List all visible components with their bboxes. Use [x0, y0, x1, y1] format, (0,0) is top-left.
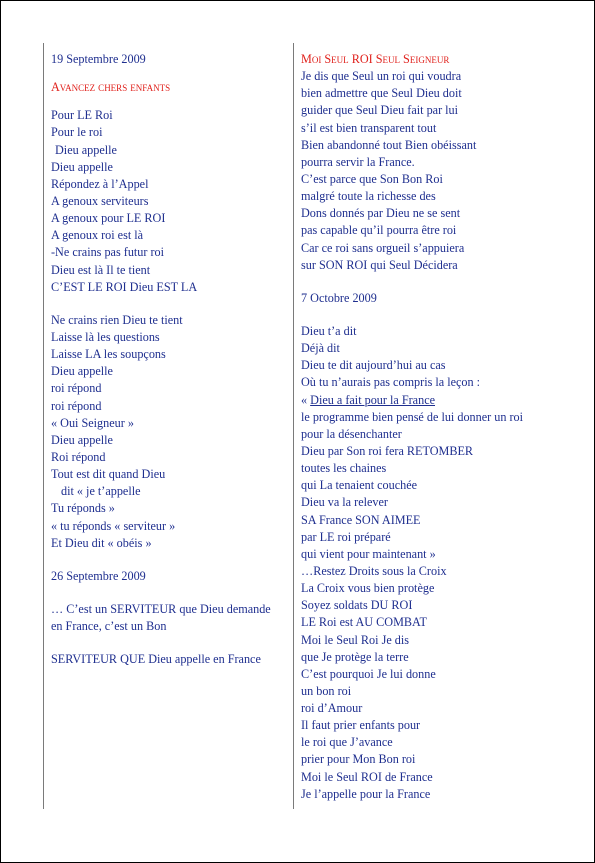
verse-line: A genoux pour LE ROI [51, 211, 166, 226]
verse-line: toutes les chaines [301, 461, 387, 476]
verse-line: Laisse là les questions [51, 329, 160, 344]
verse-line: Je dis que Seul un roi qui voudra [301, 69, 462, 84]
column-divider-rule [293, 43, 294, 809]
verse-line: malgré toute la richesse des [301, 189, 436, 204]
verse-line: Dieu va la relever [301, 495, 388, 510]
prose-line: … C’est un SERVITEUR que Dieu demande [51, 601, 271, 616]
verse-line: La Croix vous bien protège [301, 581, 435, 596]
verse-line: roi répond [51, 381, 102, 396]
verse-line: le programme bien pensé de lui donner un roi [301, 409, 524, 424]
verse-line: le roi que J’avance [301, 735, 393, 750]
verse-line: qui La tenaient couchée [301, 478, 418, 493]
verse-line: bien admettre que Seul Dieu doit [301, 86, 462, 101]
verse-line: roi répond [51, 398, 102, 413]
poem-stanza-2 [51, 312, 287, 552]
left-margin-rule [43, 43, 44, 809]
prose-paragraph [51, 601, 287, 635]
verse-line: qui vient pour maintenant » [301, 546, 436, 561]
poem-stanza-4 [301, 323, 551, 803]
verse-line-underlined [301, 392, 551, 409]
verse-line: Dieu t’a dit [301, 323, 357, 338]
verse-line: Et Dieu dit « obéis » [51, 535, 152, 550]
verse-line: Dieu est là Il te tient [51, 262, 151, 277]
left-column [51, 51, 287, 668]
verse-line: Dieu appelle [55, 142, 117, 157]
verse-line: -Ne crains pas futur roi [51, 245, 165, 260]
verse-line: Laisse LA les soupçons [51, 347, 166, 362]
verse-line: Dieu te dit aujourd’hui au cas [301, 358, 446, 373]
verse-line: Dieu appelle [51, 432, 113, 447]
verse-line: Bien abandonné tout Bien obéissant [301, 137, 477, 152]
verse-line: s’il est bien transparent tout [301, 120, 437, 135]
poem-stanza-1 [51, 107, 287, 296]
prose-line: en France, c’est un Bon [51, 619, 167, 634]
verse-line: Tu réponds » [51, 501, 115, 516]
verse-line: Répondez à l’Appel [51, 176, 149, 191]
open-quote: « [301, 392, 311, 407]
verse-line: Soyez soldats DU ROI [301, 598, 413, 613]
underlined-text: Dieu a fait pour la France [310, 392, 436, 407]
section-heading: Moi Seul ROI Seul Seigneur [301, 52, 450, 66]
verse-line: Où tu n’aurais pas compris la leçon : [301, 375, 481, 390]
right-column [301, 51, 551, 803]
verse-line: LE Roi est AU COMBAT [301, 615, 427, 630]
verse-line: Roi répond [51, 449, 106, 464]
verse-line: C’est pourquoi Je lui donne [301, 666, 436, 681]
verse-line: « tu réponds « serviteur » [51, 518, 176, 533]
verse-line: Car ce roi sans orgueil s’appuiera [301, 240, 465, 255]
date-heading: 19 Septembre 2009 [51, 52, 146, 66]
verse-line: roi d’Amour [301, 701, 363, 716]
verse-line: Moi le Seul ROI de France [301, 769, 433, 784]
verse-line: Dieu par Son roi fera RETOMBER [301, 443, 474, 458]
section-heading: Avancez chers enfants [51, 80, 171, 95]
verse-line: pour la désenchanter [301, 426, 402, 441]
verse-line: pourra servir la France. [301, 154, 415, 169]
verse-line: Dons donnés par Dieu ne se sent [301, 206, 461, 221]
prose-line: SERVITEUR QUE Dieu appelle en France [51, 652, 261, 667]
verse-line: Ne crains rien Dieu te tient [51, 312, 183, 327]
verse-line: prier pour Mon Bon roi [301, 752, 416, 767]
verse-line: Je l’appelle pour la France [301, 786, 431, 801]
verse-line: Dieu appelle [51, 159, 113, 174]
verse-line: dit « je t’appelle [61, 484, 141, 499]
verse-line: Il faut prier enfants pour [301, 718, 421, 733]
verse-line: A genoux roi est là [51, 228, 144, 243]
verse-line: Dieu appelle [51, 364, 113, 379]
verse-line: un bon roi [301, 683, 352, 698]
verse-line: guider que Seul Dieu fait par lui [301, 103, 459, 118]
date-heading: 26 Septembre 2009 [51, 568, 146, 583]
verse-line: Pour LE Roi [51, 108, 113, 123]
verse-line: C’EST LE ROI Dieu EST LA [51, 279, 198, 294]
poem-stanza-3 [301, 68, 551, 274]
verse-line: sur SON ROI qui Seul Décidera [301, 257, 458, 272]
verse-line: C’est parce que Son Bon Roi [301, 171, 443, 186]
verse-line: …Restez Droits sous la Croix [301, 563, 447, 578]
verse-line: A genoux serviteurs [51, 193, 149, 208]
verse-line: Déjà dit [301, 341, 340, 356]
date-heading: 7 Octobre 2009 [301, 290, 377, 305]
verse-line: pas capable qu’il pourra être roi [301, 223, 457, 238]
verse-line: par LE roi préparé [301, 529, 391, 544]
verse-line: Tout est dit quand Dieu [51, 467, 166, 482]
verse-line: « Oui Seigneur » [51, 415, 134, 430]
verse-line: SA France SON AIMEE [301, 512, 421, 527]
verse-line: Moi le Seul Roi Je dis [301, 632, 409, 647]
verse-line: Pour le roi [51, 125, 103, 140]
verse-line: que Je protège la terre [301, 649, 409, 664]
